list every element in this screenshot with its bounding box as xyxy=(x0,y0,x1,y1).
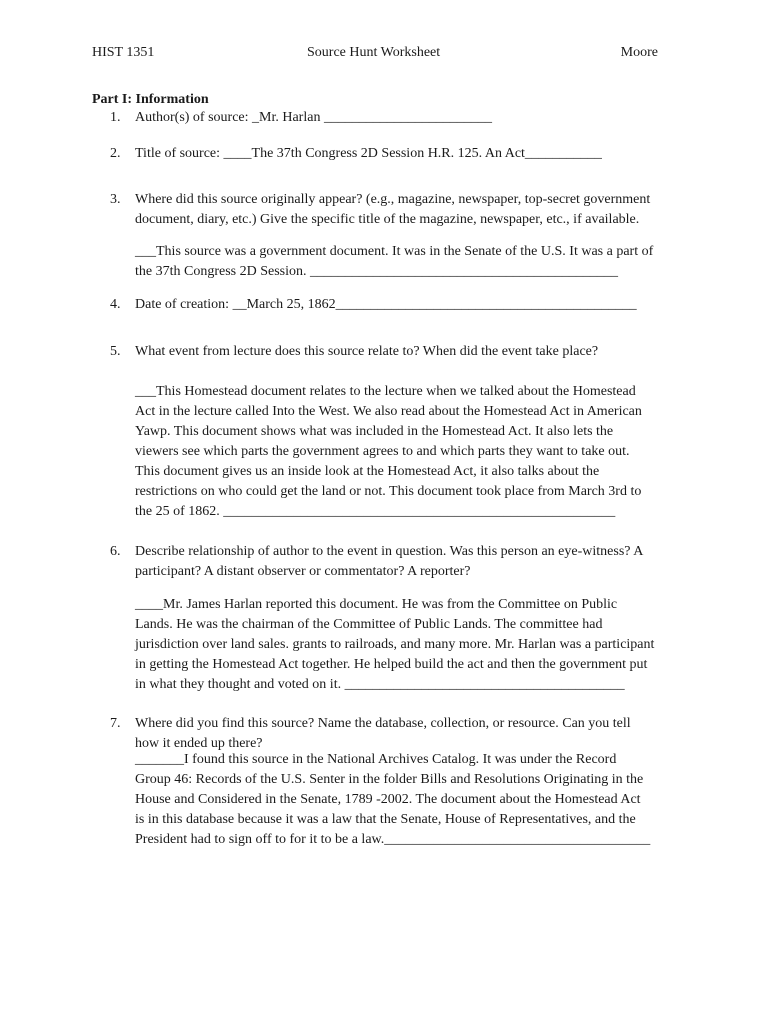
answer-text xyxy=(135,242,680,282)
item-number: 5. xyxy=(110,344,121,359)
answer-line: _______I found this source in the National Archives Catalog. It was under the Record xyxy=(135,752,617,767)
page-header xyxy=(92,45,658,65)
worksheet-title: Source Hunt Worksheet xyxy=(307,45,441,60)
question-text xyxy=(135,714,680,754)
answer-line: is in this database because it was a law that the Senate, House of Representatives, and the xyxy=(135,812,636,827)
item-number: 1. xyxy=(110,110,121,125)
question-text: Author(s) of source: _Mr. Harlan ________________________ xyxy=(135,110,492,125)
answer-line: Yawp. This document shows what was included in the Homestead Act. It also lets the xyxy=(135,424,614,439)
question-line: Where did you find this source? Name the database, collection, or resource. Can you tell xyxy=(135,716,631,731)
answer-line: in getting the Homestead Act together. He helped build the act and then the government put xyxy=(135,657,648,672)
item-number: 3. xyxy=(110,192,121,207)
item-number: 4. xyxy=(110,297,121,312)
question-text: Date of creation: __March 25, 1862___________________________________________ xyxy=(135,297,637,312)
answer-text xyxy=(135,750,680,850)
answer-line: the 25 of 1862. ________________________________________________________ xyxy=(135,504,616,519)
course-code: HIST 1351 xyxy=(92,45,155,60)
answer-line: President had to sign off to for it to be a law.______________________________________ xyxy=(135,832,651,847)
answer-line: Group 46: Records of the U.S. Senter in the folder Bills and Resolutions Originating in the xyxy=(135,772,644,787)
answer-line: House and Considered in the Senate, 1789 -2002. The document about the Homestead Act xyxy=(135,792,641,807)
answer-line: Lands. He was the chairman of the Committee of Public Lands. The committee had xyxy=(135,617,603,632)
answer-line: ___This Homestead document relates to the lecture when we talked about the Homestead xyxy=(135,384,636,399)
answer-line: ___This source was a government document. It was in the Senate of the U.S. It was a part of xyxy=(135,244,654,259)
question-line: participant? A distant observer or commentator? A reporter? xyxy=(135,564,471,579)
question-text: Title of source: ____The 37th Congress 2D Session H.R. 125. An Act___________ xyxy=(135,146,602,161)
part-title: Part I: Information xyxy=(92,92,209,107)
answer-text xyxy=(135,382,680,522)
answer-line: viewers see which parts the government agrees to and which parts they want to take out. xyxy=(135,444,630,459)
question-text xyxy=(135,542,680,582)
answer-line: Act in the lecture called Into the West. We also read about the Homestead Act in American xyxy=(135,404,642,419)
answer-line: restrictions on who could get the land or not. This document took place from March 3rd to xyxy=(135,484,642,499)
answer-text xyxy=(135,595,680,695)
item-number: 6. xyxy=(110,544,121,559)
question-text xyxy=(135,190,680,230)
answer-line: ____Mr. James Harlan reported this document. He was from the Committee on Public xyxy=(135,597,618,612)
item-number: 2. xyxy=(110,146,121,161)
answer-line: This document gives us an inside look at the Homestead Act, it also talks about the xyxy=(135,464,600,479)
question-line: document, diary, etc.) Give the specific title of the magazine, newspaper, etc., if available. xyxy=(135,212,640,227)
question-line: Describe relationship of author to the event in question. Was this person an eye-witness? A xyxy=(135,544,644,559)
answer-line: the 37th Congress 2D Session. ____________________________________________ xyxy=(135,264,618,279)
instructor-name: Moore xyxy=(620,45,658,60)
answer-line: in what they thought and voted on it. ________________________________________ xyxy=(135,677,625,692)
question-line: how it ended up there? xyxy=(135,736,263,751)
question-text: What event from lecture does this source relate to? When did the event take place? xyxy=(135,344,599,359)
item-number: 7. xyxy=(110,716,121,731)
question-line: Where did this source originally appear? (e.g., magazine, newspaper, top-secret government xyxy=(135,192,651,207)
answer-line: jurisdiction over land sales. grants to railroads, and many more. Mr. Harlan was a participant xyxy=(135,637,655,652)
